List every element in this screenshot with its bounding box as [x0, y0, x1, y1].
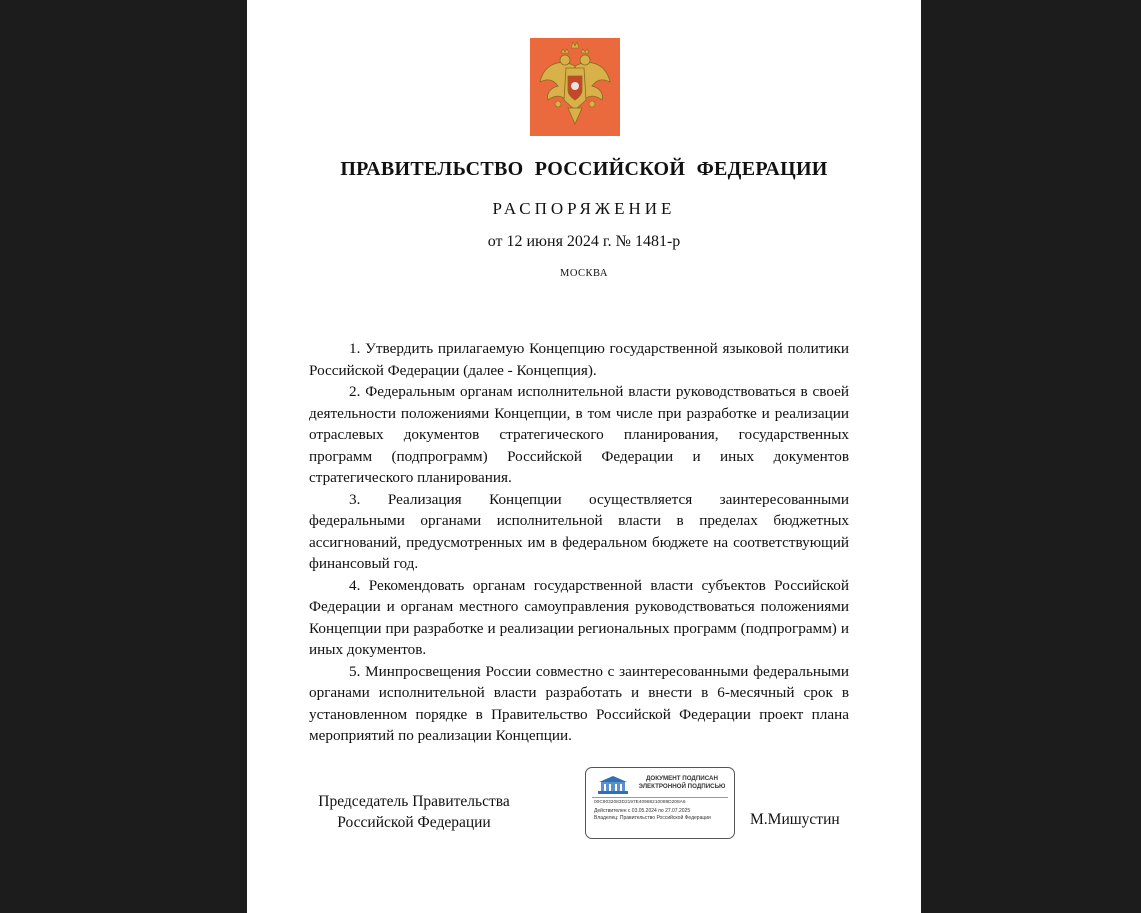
signer-position-line1: Председатель Правительства — [318, 793, 510, 810]
paragraph-5: 5. Минпросвещения России совместно с заинтересованными федеральными органами исполнительной власти разработать и внести в 6-месячный срок в установленном порядке в Правительство Российской Федерации проект плана мероприятий по реализации Концепции. — [309, 662, 849, 744]
stamp-certificate: 00C9032083D2197E40988210089D208A6 — [594, 800, 686, 805]
stamp-divider — [592, 797, 728, 798]
signer-position-line2: Российской Федерации — [337, 814, 491, 831]
document-city: МОСКВА — [560, 268, 608, 279]
document-date-number: от 12 июня 2024 г. № 1481-р — [487, 233, 681, 250]
paragraph-3: 3. Реализация Концепции осуществляется заинтересованными федеральными органами исполнительной власти в пределах бюджетных ассигнований, предусмотренных им в федеральном бюджете на соответствующий финансовый год. — [309, 490, 849, 572]
government-title: ПРАВИТЕЛЬСТВО РОССИЙСКОЙ ФЕДЕРАЦИИ — [340, 158, 828, 180]
document-type: РАСПОРЯЖЕНИЕ — [492, 199, 676, 218]
coat-of-arms-emblem — [530, 38, 620, 136]
paragraph-4: 4. Рекомендовать органам государственной власти субъектов Российской Федерации и органам местного самоуправления руководствоваться положениями Концепции при разработке и реализации региональных программ (подпрограмм) и иных документов. — [309, 576, 849, 658]
electronic-signature-stamp — [585, 767, 735, 839]
signer-name: М.Мишустин — [750, 811, 840, 828]
stamp-validity: Действителен с 03.05.2024 по 27.07.2025 — [594, 808, 691, 814]
stamp-heading: ДОКУМЕНТ ПОДПИСАН ЭЛЕКТРОННОЙ ПОДПИСЬЮ — [638, 775, 726, 790]
paragraph-2: 2. Федеральным органам исполнительной власти руководствоваться в своей деятельности положениями Концепции, в том числе при разработке и реализации отраслевых документов стратегического планирования, государственных программ (подпрограмм) Российской Федерации и иных документов стратегического планирования. — [309, 383, 849, 486]
signer-position — [309, 791, 519, 833]
paragraph-1: 1. Утвердить прилагаемую Концепцию государственной языковой политики Российской Федерации (далее - Концепция). — [309, 340, 849, 379]
stamp-owner: Владелец: Правительство Российской Федерации — [594, 815, 711, 821]
document-page — [247, 0, 921, 913]
document-body — [309, 338, 849, 747]
government-building-icon — [596, 775, 630, 795]
